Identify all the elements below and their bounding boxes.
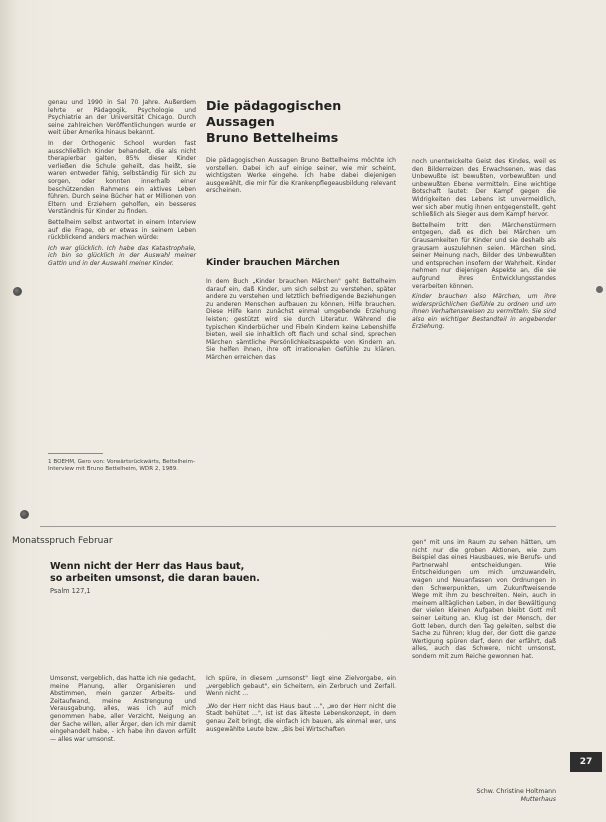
section-divider [40,526,556,527]
footnote-divider [48,453,103,454]
right-paragraph: Bettelheim tritt den Märchenstürmern entgegen, daß es dich bei Märchen um Grausamkeiten für Kinder und sie deshalb als grausam auszulehnen seien. Märchen sind, seiner Meinung nach, Bilder des Unbewußten und entsprechen insofern der Wahrheit. Kinder nehmen nur diejenigen Aspekte an, die sie aufgrund ihres Entwicklungsstandes verarbeiten können. [412,221,556,290]
monthly-paragraph: Umsonst, vergeblich, das hatte ich nie gedacht, meine Planung, aller Organisieren und Abstimmen, mein ganzer Arbeits- und Zeitaufwand, meine Anstrengung und Verausgabung, alles, was ich auf mich genommen habe, aller Verzicht, Neigung an der Sache willen, aller Ärger, den ich mir damit eingehandelt habe, - ich habe ihn davon erfüllt — alles war umsonst. [50,675,196,743]
monthly-verse [50,561,280,585]
article-title [206,98,396,146]
left-paragraph: Bettelheim selbst antwortet in einem Interview auf die Frage, ob er etwas in seinem Leben rückblickend anders machen würde: [48,218,196,242]
middle-paragraph: In dem Buch „Kinder brauchen Märchen" geht Bettelheim darauf ein, daß Kinder, um sich selbst zu verstehen, später andere zu verstehen und letztlich befriedigende Beziehungen zu anderen Menschen aufbauen zu können, Hilfe brauchen. Diese Hilfe kann zunächst einmal umgebende Erziehung leisten; gestützt wird sie durch Literatur. Während die typischen Kinderbücher und Fibeln Kindern keine Lebenshilfe bieten, weil sie inhaltlich oft flach und schal sind, sprechen Märchen sämtliche Persönlichkeitsaspekte von Kindern an. Sie helfen ihnen, ihre oft irrationalen Gefühle zu klären. Märchen erreichen das [206,278,396,361]
monthly-label: Monatsspruch Februar [12,536,113,546]
monthly-column-2 [206,675,396,736]
signature-name: Schw. Christine Holtmann [476,788,556,795]
left-paragraph: In der Orthogenic School wurden fast ausschließlich Kinder behandelt, die als nicht therapierbar galten, 85% dieser Kinder verließen die Schule geheilt, das heißt, sie waren entweder fähig, selbständig für sich zu sorgen, oder konnten innerhalb einer beschützenden Rahmens ein aktives Leben führen. Durch seine Bücher hat er Millionen von Eltern und Erziehern geholfen, ein besseres Verständnis für Kinder zu finden. [48,139,196,216]
binder-hole-icon [596,286,603,293]
article-title-line: Die pädagogischen Aussagen [206,98,342,129]
article-middle-column [206,278,396,365]
page-number: 27 [570,752,602,772]
binder-hole-icon [20,510,29,519]
monthly-column-3 [412,539,556,664]
article-subheading: Kinder brauchen Märchen [206,257,340,268]
right-paragraph: Kinder brauchen also Märchen, um ihre widersprüchlichen Gefühle zu ordnen und um ihnen Verhaltensweisen zu vermitteln. Sie sind also ein wichtiger Bestandteil in angebender Erziehung. [412,293,556,331]
right-paragraph: noch unentwickelte Geist des Kindes, weil es den Bilderreizen des Erwachsenen, was das Unbewußte ist bewußten, vorbewußten und unbewußten Ebene vermitteln. Eine wichtige Botschaft lautet: Der Kampf gegen die Widrigkeiten des Lebens ist unvermeidlich, wer sich aber mutig ihnen entgegenstellt, geht schließlich als Sieger aus dem Kampf hervor. [412,158,556,219]
signature-place: Mutterhaus [520,795,556,803]
monthly-paragraph: „Wo der Herr nicht das Haus baut …", „wo der Herr nicht die Stadt behütet …", ist ist das älteste Lebenskonzept, in dem genau Zeit bringt, die einfach ich bauen, als einmal wer, uns ausgewählte Leute bzw. „Bis bei Wirtschaften [206,702,396,733]
monthly-paragraph: Ich spüre, in diesem „umsonst" liegt eine Zielvorgabe, ein „vergeblich gebaut", ein Scheitern, ein Zerbruch und Zerfall. Wenn nicht … [206,675,396,698]
binder-hole-icon [13,287,22,296]
verse-line: Wenn nicht der Herr das Haus baut, [50,561,245,572]
article-right-column [412,158,556,334]
monthly-paragraph: gen" mit uns im Raum zu sehen hätten, um nicht nur die groben Aktionen, wie zum Beispiel das eines Hausbaues, wie Berufs- und Partnerwahl entscheidungen. Wie Entscheidungen um mich umzuwandeln, wagen und Neuanfassen von Ordnungen in den Schwerpunkten, um Zukunftweisende Wege mit ihm zu beschreiten. Nein, auch in meinem alltäglichen Leben, in der Bewältigung der vielen kleinen Aufgaben bleibt Gott mit seiner Leitung an. Klug ist der Mensch, der Gott leben, durch den Tag geleiten, selbst die Sache zu führen; klug der, der Gott die ganze Wertigung spüren darf, denn der erfährt, daß alles, auch das Schwere, nicht umsonst, sondern mit zum Reiche gewonnen hat. [412,539,556,660]
footnote: 1 BOEHM, Gero von: Vorwärtsrückwärts, Bettelheim-Interview mit Bruno Bettelheim, WDR 2, 1989. [48,459,196,472]
signature [410,788,556,803]
monthly-column-1 [50,675,196,746]
article-left-column [48,99,196,270]
verse-line: so arbeiten umsonst, die daran bauen. [50,573,260,584]
verse-source: Psalm 127,1 [50,587,91,595]
left-paragraph: genau und 1990 in Sal 70 Jahre. Außerdem lehrte er Pädagogik, Psychologie und Psychiatrie an der Universität Chicago. Durch seine zahlreichen Veröffentlichungen wurde er weit über Amerika hinaus bekannt. [48,99,196,137]
article-title-line: Bruno Bettelheims [206,130,339,145]
article-intro [206,157,396,198]
left-quote: Ich war glücklich. Ich habe das Katastrophale, ich bin so glücklich in der Auswahl meiner Gattin und in der Auswahl meiner Kinder. [48,244,196,267]
intro-paragraph: Die pädagogischen Aussagen Bruno Bettelheims möchte ich vorstellen. Dabei ich auf einige seiner, wie mir scheint, wichtigsten Werke eingehe. Ich habe dabei diejenigen ausgewählt, die mir für die Krankenpflegeausbildung relevant erscheinen. [206,157,396,195]
